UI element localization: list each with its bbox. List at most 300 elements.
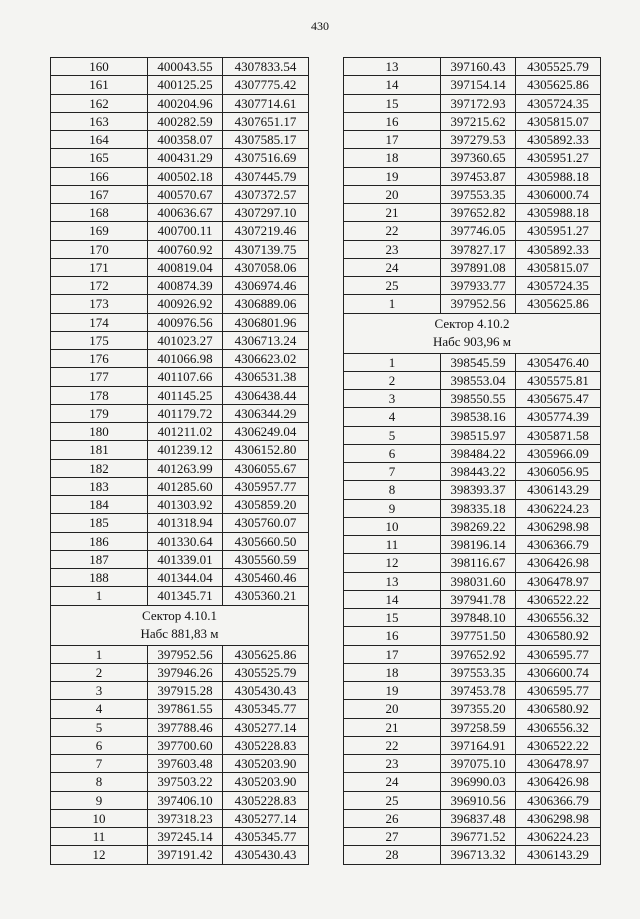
x-coordinate-cell: 401318.94 xyxy=(148,514,223,532)
point-number-cell: 2 xyxy=(51,663,148,681)
table-row xyxy=(51,350,309,368)
table-row xyxy=(51,185,309,203)
table-row xyxy=(51,718,309,736)
table-row xyxy=(344,590,601,608)
x-coordinate-cell: 397164.91 xyxy=(441,736,516,754)
point-number-cell: 178 xyxy=(51,386,148,404)
y-coordinate-cell: 4307219.46 xyxy=(223,222,309,240)
point-number-cell: 186 xyxy=(51,532,148,550)
x-coordinate-cell: 397406.10 xyxy=(148,791,223,809)
point-number-cell: 3 xyxy=(344,390,441,408)
point-number-cell: 7 xyxy=(344,463,441,481)
y-coordinate-cell: 4306344.29 xyxy=(223,404,309,422)
x-coordinate-cell: 401239.12 xyxy=(148,441,223,459)
y-coordinate-cell: 4306595.77 xyxy=(516,645,601,663)
y-coordinate-cell: 4305575.81 xyxy=(516,371,601,389)
table-row xyxy=(51,167,309,185)
x-coordinate-cell: 397848.10 xyxy=(441,609,516,627)
x-coordinate-cell: 401023.27 xyxy=(148,331,223,349)
y-coordinate-cell: 4305460.46 xyxy=(223,569,309,587)
point-number-cell: 23 xyxy=(344,240,441,258)
x-coordinate-cell: 397915.28 xyxy=(148,682,223,700)
y-coordinate-cell: 4305774.39 xyxy=(516,408,601,426)
y-coordinate-cell: 4307714.61 xyxy=(223,94,309,112)
point-number-cell: 170 xyxy=(51,240,148,258)
point-number-cell: 161 xyxy=(51,76,148,94)
x-coordinate-cell: 397553.35 xyxy=(441,185,516,203)
x-coordinate-cell: 397453.78 xyxy=(441,682,516,700)
x-coordinate-cell: 400570.67 xyxy=(148,185,223,203)
x-coordinate-cell: 397891.08 xyxy=(441,258,516,276)
point-number-cell: 24 xyxy=(344,258,441,276)
y-coordinate-cell: 4305859.20 xyxy=(223,496,309,514)
point-number-cell: 22 xyxy=(344,222,441,240)
table-row xyxy=(344,277,601,295)
table-row xyxy=(51,773,309,791)
x-coordinate-cell: 397453.87 xyxy=(441,167,516,185)
table-row xyxy=(344,444,601,462)
point-number-cell: 10 xyxy=(344,517,441,535)
y-coordinate-cell: 4306713.24 xyxy=(223,331,309,349)
point-number-cell: 162 xyxy=(51,94,148,112)
table-row xyxy=(51,295,309,313)
table-row xyxy=(344,609,601,627)
point-number-cell: 1 xyxy=(51,587,148,605)
point-number-cell: 17 xyxy=(344,131,441,149)
x-coordinate-cell: 398031.60 xyxy=(441,572,516,590)
y-coordinate-cell: 4306426.98 xyxy=(516,773,601,791)
x-coordinate-cell: 397553.35 xyxy=(441,663,516,681)
x-coordinate-cell: 401344.04 xyxy=(148,569,223,587)
y-coordinate-cell: 4306426.98 xyxy=(516,554,601,572)
point-number-cell: 3 xyxy=(51,682,148,700)
table-row xyxy=(344,481,601,499)
table-row xyxy=(344,58,601,76)
y-coordinate-cell: 4306531.38 xyxy=(223,368,309,386)
x-coordinate-cell: 397700.60 xyxy=(148,736,223,754)
point-number-cell: 8 xyxy=(344,481,441,499)
x-coordinate-cell: 400700.11 xyxy=(148,222,223,240)
table-row xyxy=(344,700,601,718)
table-row xyxy=(344,718,601,736)
table-row xyxy=(344,846,601,864)
table-row xyxy=(344,408,601,426)
y-coordinate-cell: 4306478.97 xyxy=(516,572,601,590)
x-coordinate-cell: 400282.59 xyxy=(148,112,223,130)
table-row xyxy=(344,736,601,754)
point-number-cell: 18 xyxy=(344,663,441,681)
x-coordinate-cell: 397788.46 xyxy=(148,718,223,736)
x-coordinate-cell: 401339.01 xyxy=(148,550,223,568)
point-number-cell: 19 xyxy=(344,682,441,700)
point-number-cell: 24 xyxy=(344,773,441,791)
table-row xyxy=(51,514,309,532)
point-number-cell: 183 xyxy=(51,477,148,495)
table-row xyxy=(51,258,309,276)
point-number-cell: 187 xyxy=(51,550,148,568)
y-coordinate-cell: 4305988.18 xyxy=(516,204,601,222)
table-row xyxy=(344,131,601,149)
y-coordinate-cell: 4307445.79 xyxy=(223,167,309,185)
x-coordinate-cell: 397245.14 xyxy=(148,828,223,846)
x-coordinate-cell: 398196.14 xyxy=(441,536,516,554)
point-number-cell: 166 xyxy=(51,167,148,185)
point-number-cell: 27 xyxy=(344,828,441,846)
y-coordinate-cell: 4306556.32 xyxy=(516,609,601,627)
y-coordinate-cell: 4305892.33 xyxy=(516,240,601,258)
point-number-cell: 188 xyxy=(51,569,148,587)
table-row xyxy=(51,663,309,681)
x-coordinate-cell: 397751.50 xyxy=(441,627,516,645)
y-coordinate-cell: 4306438.44 xyxy=(223,386,309,404)
x-coordinate-cell: 397360.65 xyxy=(441,149,516,167)
point-number-cell: 172 xyxy=(51,277,148,295)
point-number-cell: 168 xyxy=(51,204,148,222)
y-coordinate-cell: 4307585.17 xyxy=(223,131,309,149)
table-row xyxy=(51,131,309,149)
point-number-cell: 167 xyxy=(51,185,148,203)
x-coordinate-cell: 401263.99 xyxy=(148,459,223,477)
y-coordinate-cell: 4305988.18 xyxy=(516,167,601,185)
table-row xyxy=(51,828,309,846)
coordinates-table-right xyxy=(343,57,601,865)
table-row xyxy=(344,755,601,773)
x-coordinate-cell: 397160.43 xyxy=(441,58,516,76)
y-coordinate-cell: 4305430.43 xyxy=(223,682,309,700)
y-coordinate-cell: 4306580.92 xyxy=(516,700,601,718)
y-coordinate-cell: 4305525.79 xyxy=(223,663,309,681)
y-coordinate-cell: 4306600.74 xyxy=(516,663,601,681)
y-coordinate-cell: 4306889.06 xyxy=(223,295,309,313)
point-number-cell: 6 xyxy=(344,444,441,462)
x-coordinate-cell: 397746.05 xyxy=(441,222,516,240)
point-number-cell: 1 xyxy=(51,645,148,663)
y-coordinate-cell: 4306801.96 xyxy=(223,313,309,331)
y-coordinate-cell: 4306298.98 xyxy=(516,517,601,535)
sector-title: Сектор 4.10.1 xyxy=(141,607,217,623)
y-coordinate-cell: 4306152.80 xyxy=(223,441,309,459)
table-row xyxy=(51,550,309,568)
x-coordinate-cell: 400636.67 xyxy=(148,204,223,222)
point-number-cell: 164 xyxy=(51,131,148,149)
x-coordinate-cell: 400043.55 xyxy=(148,58,223,76)
table-row xyxy=(344,828,601,846)
x-coordinate-cell: 401107.66 xyxy=(148,368,223,386)
point-number-cell: 12 xyxy=(344,554,441,572)
table-row xyxy=(51,587,309,605)
table-row xyxy=(344,773,601,791)
point-number-cell: 1 xyxy=(344,353,441,371)
point-number-cell: 1 xyxy=(344,295,441,313)
x-coordinate-cell: 398553.04 xyxy=(441,371,516,389)
table-row xyxy=(344,499,601,517)
x-coordinate-cell: 401145.25 xyxy=(148,386,223,404)
point-number-cell: 18 xyxy=(344,149,441,167)
table-row xyxy=(51,477,309,495)
x-coordinate-cell: 401066.98 xyxy=(148,350,223,368)
point-number-cell: 11 xyxy=(344,536,441,554)
point-number-cell: 25 xyxy=(344,791,441,809)
table-row xyxy=(51,755,309,773)
point-number-cell: 6 xyxy=(51,736,148,754)
x-coordinate-cell: 396910.56 xyxy=(441,791,516,809)
y-coordinate-cell: 4305675.47 xyxy=(516,390,601,408)
point-number-cell: 28 xyxy=(344,846,441,864)
y-coordinate-cell: 4305957.77 xyxy=(223,477,309,495)
table-row xyxy=(344,517,601,535)
x-coordinate-cell: 401345.71 xyxy=(148,587,223,605)
y-coordinate-cell: 4305430.43 xyxy=(223,846,309,864)
x-coordinate-cell: 397279.53 xyxy=(441,131,516,149)
table-row xyxy=(344,809,601,827)
y-coordinate-cell: 4306366.79 xyxy=(516,536,601,554)
x-coordinate-cell: 400819.04 xyxy=(148,258,223,276)
y-coordinate-cell: 4305228.83 xyxy=(223,791,309,809)
sector-header xyxy=(51,605,309,645)
y-coordinate-cell: 4305525.79 xyxy=(516,58,601,76)
table-row xyxy=(51,240,309,258)
y-coordinate-cell: 4306522.22 xyxy=(516,590,601,608)
point-number-cell: 22 xyxy=(344,736,441,754)
table-row xyxy=(344,149,601,167)
x-coordinate-cell: 401179.72 xyxy=(148,404,223,422)
table-row xyxy=(51,368,309,386)
table-row xyxy=(344,295,601,313)
table-row xyxy=(344,94,601,112)
x-coordinate-cell: 398545.59 xyxy=(441,353,516,371)
y-coordinate-cell: 4305951.27 xyxy=(516,222,601,240)
point-number-cell: 12 xyxy=(51,846,148,864)
table-row xyxy=(51,331,309,349)
x-coordinate-cell: 397258.59 xyxy=(441,718,516,736)
y-coordinate-cell: 4305815.07 xyxy=(516,258,601,276)
point-number-cell: 16 xyxy=(344,112,441,130)
table-row xyxy=(344,554,601,572)
table-row xyxy=(51,846,309,864)
x-coordinate-cell: 398515.97 xyxy=(441,426,516,444)
x-coordinate-cell: 400358.07 xyxy=(148,131,223,149)
x-coordinate-cell: 401330.64 xyxy=(148,532,223,550)
page-number: 430 xyxy=(311,19,329,33)
x-coordinate-cell: 400874.39 xyxy=(148,277,223,295)
x-coordinate-cell: 397861.55 xyxy=(148,700,223,718)
point-number-cell: 169 xyxy=(51,222,148,240)
y-coordinate-cell: 4305476.40 xyxy=(516,353,601,371)
table-row xyxy=(51,386,309,404)
table-row xyxy=(51,645,309,663)
y-coordinate-cell: 4306055.67 xyxy=(223,459,309,477)
x-coordinate-cell: 400125.25 xyxy=(148,76,223,94)
point-number-cell: 181 xyxy=(51,441,148,459)
table-row xyxy=(344,463,601,481)
x-coordinate-cell: 398269.22 xyxy=(441,517,516,535)
table-row xyxy=(344,76,601,94)
y-coordinate-cell: 4307775.42 xyxy=(223,76,309,94)
point-number-cell: 20 xyxy=(344,185,441,203)
point-number-cell: 5 xyxy=(344,426,441,444)
table-row xyxy=(51,277,309,295)
x-coordinate-cell: 397154.14 xyxy=(441,76,516,94)
y-coordinate-cell: 4305277.14 xyxy=(223,718,309,736)
y-coordinate-cell: 4305815.07 xyxy=(516,112,601,130)
x-coordinate-cell: 398550.55 xyxy=(441,390,516,408)
x-coordinate-cell: 398393.37 xyxy=(441,481,516,499)
y-coordinate-cell: 4307058.06 xyxy=(223,258,309,276)
point-number-cell: 4 xyxy=(51,700,148,718)
point-number-cell: 160 xyxy=(51,58,148,76)
table-row xyxy=(344,390,601,408)
y-coordinate-cell: 4305360.21 xyxy=(223,587,309,605)
point-number-cell: 10 xyxy=(51,809,148,827)
table-row xyxy=(344,240,601,258)
table-row xyxy=(51,423,309,441)
y-coordinate-cell: 4305625.86 xyxy=(223,645,309,663)
point-number-cell: 19 xyxy=(344,167,441,185)
y-coordinate-cell: 4306580.92 xyxy=(516,627,601,645)
x-coordinate-cell: 397652.82 xyxy=(441,204,516,222)
sector-subtitle: Набс 881,83 м xyxy=(140,625,219,641)
x-coordinate-cell: 401285.60 xyxy=(148,477,223,495)
y-coordinate-cell: 4307372.57 xyxy=(223,185,309,203)
point-number-cell: 25 xyxy=(344,277,441,295)
y-coordinate-cell: 4306224.23 xyxy=(516,499,601,517)
x-coordinate-cell: 398335.18 xyxy=(441,499,516,517)
table-row xyxy=(51,313,309,331)
point-number-cell: 176 xyxy=(51,350,148,368)
x-coordinate-cell: 397191.42 xyxy=(148,846,223,864)
y-coordinate-cell: 4306623.02 xyxy=(223,350,309,368)
table-row xyxy=(344,645,601,663)
x-coordinate-cell: 396990.03 xyxy=(441,773,516,791)
x-coordinate-cell: 397318.23 xyxy=(148,809,223,827)
x-coordinate-cell: 396837.48 xyxy=(441,809,516,827)
table-row xyxy=(51,791,309,809)
table-row xyxy=(344,536,601,554)
coordinates-table-left xyxy=(50,57,309,865)
x-coordinate-cell: 400502.18 xyxy=(148,167,223,185)
y-coordinate-cell: 4305625.86 xyxy=(516,76,601,94)
table-row xyxy=(344,353,601,371)
x-coordinate-cell: 400976.56 xyxy=(148,313,223,331)
x-coordinate-cell: 400760.92 xyxy=(148,240,223,258)
x-coordinate-cell: 396713.32 xyxy=(441,846,516,864)
table-row xyxy=(344,185,601,203)
point-number-cell: 5 xyxy=(51,718,148,736)
y-coordinate-cell: 4307297.10 xyxy=(223,204,309,222)
y-coordinate-cell: 4305892.33 xyxy=(516,131,601,149)
y-coordinate-cell: 4306974.46 xyxy=(223,277,309,295)
point-number-cell: 13 xyxy=(344,572,441,590)
y-coordinate-cell: 4305203.90 xyxy=(223,773,309,791)
x-coordinate-cell: 398484.22 xyxy=(441,444,516,462)
y-coordinate-cell: 4305560.59 xyxy=(223,550,309,568)
point-number-cell: 7 xyxy=(51,755,148,773)
point-number-cell: 26 xyxy=(344,809,441,827)
sector-header-row xyxy=(344,313,601,353)
y-coordinate-cell: 4305625.86 xyxy=(516,295,601,313)
y-coordinate-cell: 4306366.79 xyxy=(516,791,601,809)
sector-title: Сектор 4.10.2 xyxy=(434,315,510,331)
x-coordinate-cell: 397941.78 xyxy=(441,590,516,608)
table-row xyxy=(344,112,601,130)
point-number-cell: 8 xyxy=(51,773,148,791)
y-coordinate-cell: 4305871.58 xyxy=(516,426,601,444)
y-coordinate-cell: 4305760.07 xyxy=(223,514,309,532)
table-row xyxy=(344,627,601,645)
point-number-cell: 165 xyxy=(51,149,148,167)
point-number-cell: 14 xyxy=(344,76,441,94)
table-row xyxy=(344,663,601,681)
x-coordinate-cell: 397075.10 xyxy=(441,755,516,773)
point-number-cell: 185 xyxy=(51,514,148,532)
table-row xyxy=(51,404,309,422)
table-row xyxy=(344,371,601,389)
point-number-cell: 2 xyxy=(344,371,441,389)
table-row xyxy=(344,167,601,185)
x-coordinate-cell: 398538.16 xyxy=(441,408,516,426)
x-coordinate-cell: 398443.22 xyxy=(441,463,516,481)
table-row xyxy=(51,736,309,754)
point-number-cell: 163 xyxy=(51,112,148,130)
point-number-cell: 180 xyxy=(51,423,148,441)
table-row xyxy=(51,682,309,700)
sector-header xyxy=(344,313,601,353)
y-coordinate-cell: 4307139.75 xyxy=(223,240,309,258)
x-coordinate-cell: 400204.96 xyxy=(148,94,223,112)
y-coordinate-cell: 4305203.90 xyxy=(223,755,309,773)
point-number-cell: 21 xyxy=(344,204,441,222)
point-number-cell: 13 xyxy=(344,58,441,76)
y-coordinate-cell: 4306143.29 xyxy=(516,846,601,864)
point-number-cell: 171 xyxy=(51,258,148,276)
point-number-cell: 11 xyxy=(51,828,148,846)
x-coordinate-cell: 397827.17 xyxy=(441,240,516,258)
x-coordinate-cell: 397952.56 xyxy=(148,645,223,663)
table-row xyxy=(51,204,309,222)
y-coordinate-cell: 4306056.95 xyxy=(516,463,601,481)
x-coordinate-cell: 397172.93 xyxy=(441,94,516,112)
point-number-cell: 14 xyxy=(344,590,441,608)
point-number-cell: 184 xyxy=(51,496,148,514)
x-coordinate-cell: 401303.92 xyxy=(148,496,223,514)
table-row xyxy=(344,258,601,276)
y-coordinate-cell: 4306224.23 xyxy=(516,828,601,846)
table-row xyxy=(51,58,309,76)
x-coordinate-cell: 397946.26 xyxy=(148,663,223,681)
table-row xyxy=(51,700,309,718)
y-coordinate-cell: 4307833.54 xyxy=(223,58,309,76)
y-coordinate-cell: 4306478.97 xyxy=(516,755,601,773)
y-coordinate-cell: 4306595.77 xyxy=(516,682,601,700)
point-number-cell: 9 xyxy=(344,499,441,517)
x-coordinate-cell: 396771.52 xyxy=(441,828,516,846)
y-coordinate-cell: 4307516.69 xyxy=(223,149,309,167)
y-coordinate-cell: 4305277.14 xyxy=(223,809,309,827)
y-coordinate-cell: 4305345.77 xyxy=(223,828,309,846)
table-row xyxy=(344,426,601,444)
sector-subtitle: Набс 903,96 м xyxy=(432,333,512,349)
x-coordinate-cell: 401211.02 xyxy=(148,423,223,441)
table-row xyxy=(344,204,601,222)
point-number-cell: 175 xyxy=(51,331,148,349)
y-coordinate-cell: 4306522.22 xyxy=(516,736,601,754)
table-row xyxy=(51,532,309,550)
x-coordinate-cell: 400431.29 xyxy=(148,149,223,167)
y-coordinate-cell: 4306249.04 xyxy=(223,423,309,441)
table-row xyxy=(344,682,601,700)
x-coordinate-cell: 397952.56 xyxy=(441,295,516,313)
point-number-cell: 4 xyxy=(344,408,441,426)
